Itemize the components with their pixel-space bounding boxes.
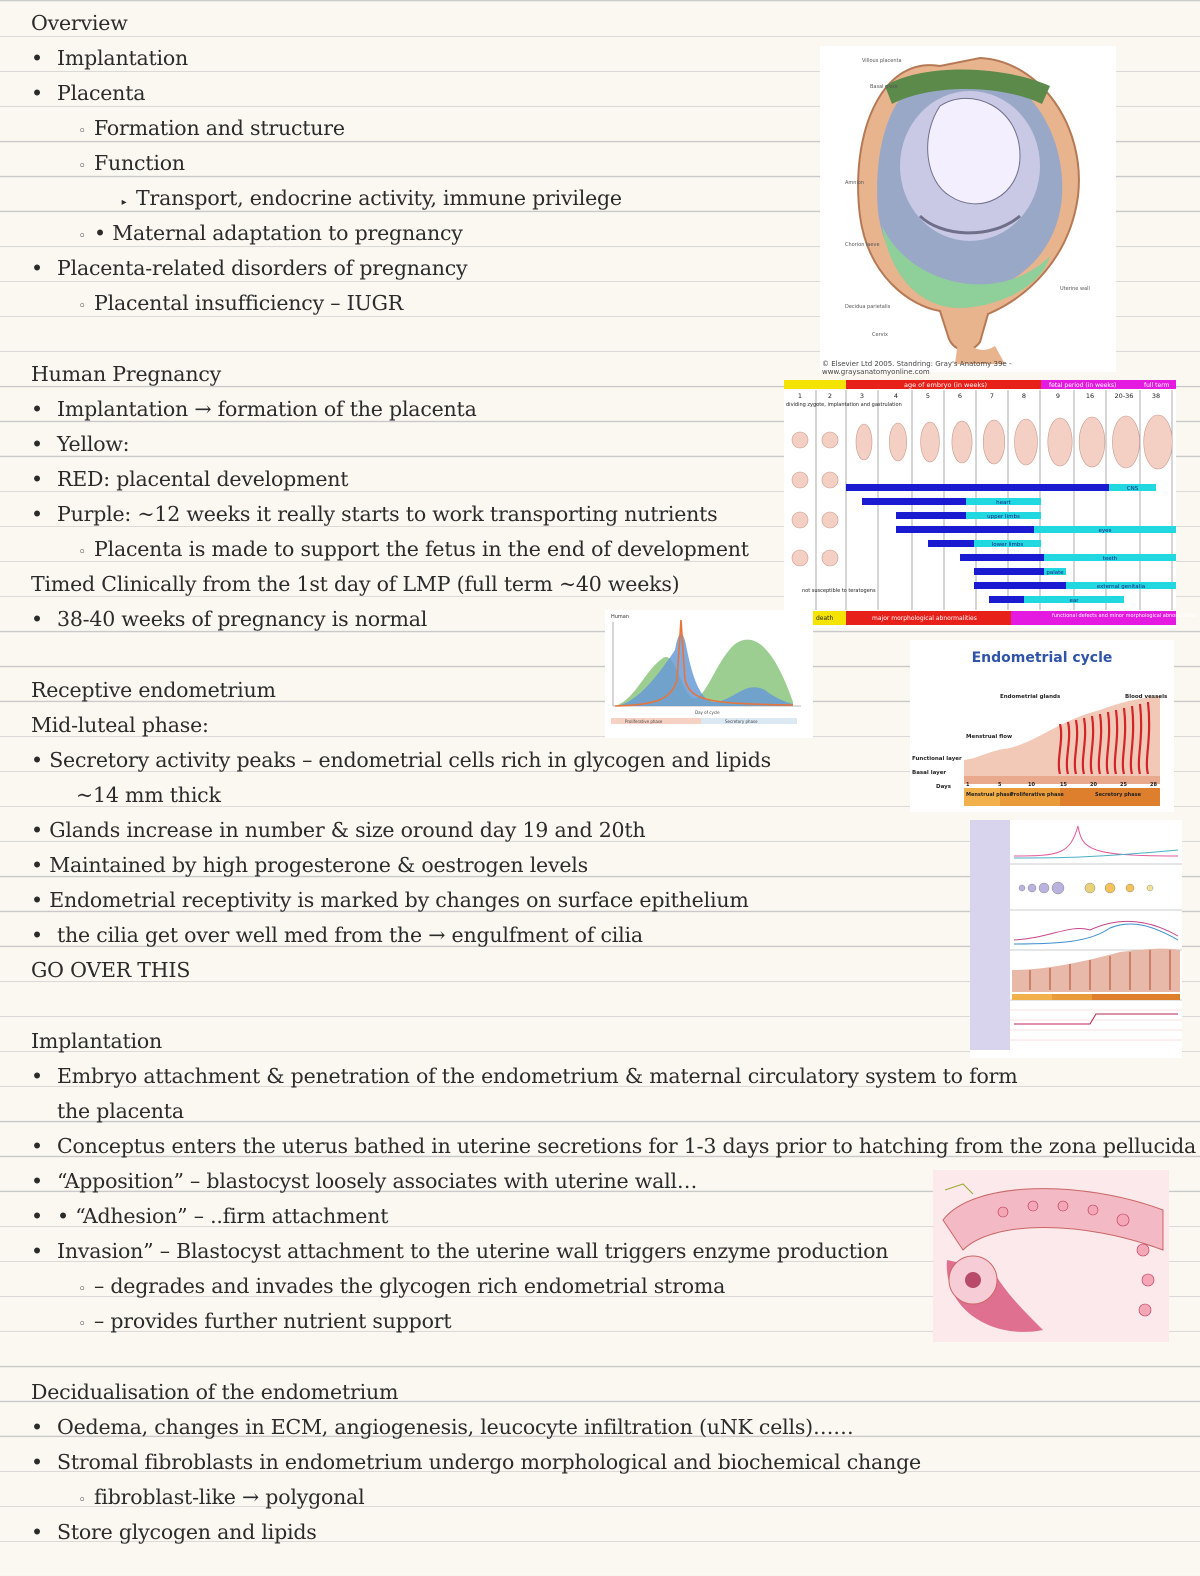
pregnant-uterus-figure: [820, 46, 1116, 376]
timed-text: Timed Clinically from the 1st day of LMP (full term ~40 weeks): [31, 572, 680, 596]
embryo-stage: [1015, 419, 1038, 465]
list-item: ◦ Placenta is made to support the fetus in the end of development: [78, 537, 749, 561]
sensitivity-bar: [846, 484, 1109, 491]
list-item: ◦ Formation and structure: [78, 116, 345, 140]
week-label: 20-36: [1114, 392, 1134, 400]
sensitivity-bar-label: eyes: [1098, 528, 1112, 534]
endometrial-label: Days: [936, 784, 951, 790]
list-item: • Implantation: [31, 46, 189, 70]
week-label: 9: [1055, 392, 1061, 400]
uterus-label: Amnion: [845, 180, 865, 186]
list-item: ◦ • Maternal adaptation to pregnancy: [78, 221, 463, 245]
list-item: • Implantation → formation of the placenta: [31, 397, 477, 421]
day-tick: 25: [1120, 782, 1127, 788]
implantation-journey-figure: [933, 1170, 1169, 1342]
teratogen-period-chart: [784, 380, 1197, 628]
hormone-label: Proliferative phase: [625, 719, 663, 724]
sensitivity-bar: [960, 554, 1044, 561]
figure-caption: © Elsevier Ltd 2005. Standring: Gray's Anatomy 39e - www.graysanatomyonline.com: [822, 360, 1012, 376]
embryo-stage: [822, 432, 838, 448]
endometrial-label: Functional layer: [912, 756, 962, 762]
list-item: • Maintained by high progesterone & oestrogen levels: [31, 853, 588, 877]
week-label: 5: [925, 392, 931, 400]
list-item: • “Apposition” – blastocyst loosely associates with uterine wall…: [31, 1169, 698, 1193]
list-item: • Invasion” – Blastocyst attachment to the uterine wall triggers enzyme production: [31, 1239, 889, 1263]
embryo-stage: [1079, 417, 1105, 467]
day-tick: 20: [1090, 782, 1097, 788]
week-label: 1: [797, 392, 803, 400]
hormone-label: Secretory phase: [725, 719, 758, 724]
list-item: ◦ Function: [78, 151, 185, 175]
list-item: • Endometrial receptivity is marked by changes on surface epithelium: [31, 888, 749, 912]
heading-implantation: Implantation: [31, 1029, 163, 1053]
sensitivity-bar: [862, 498, 966, 505]
sensitivity-bar-label: palate: [1046, 570, 1064, 576]
list-item: • RED: placental development: [31, 467, 349, 491]
hormone-label: Day of cycle: [695, 710, 720, 715]
chart-bottom-label: death: [816, 615, 834, 622]
embryo-stage: [822, 472, 838, 488]
sensitivity-bar: [974, 568, 1044, 575]
list-item: • Stromal fibroblasts in endometrium undergo morphological and biochemical change: [31, 1450, 921, 1474]
chart-top-label: age of embryo (in weeks): [904, 381, 988, 389]
embryo-stage: [1048, 418, 1072, 466]
endometrial-label: Blood vessels: [1125, 694, 1168, 700]
endometrial-cycle-figure: [910, 640, 1174, 812]
embryo-stage: [792, 550, 808, 566]
sensitivity-bar-label: ear: [1069, 598, 1079, 604]
embryo-stage: [792, 432, 808, 448]
list-item: ◦ – provides further nutrient support: [78, 1309, 452, 1333]
week-label: 3: [859, 392, 865, 400]
list-item: • 38-40 weeks of pregnancy is normal: [31, 607, 428, 631]
week-label: 7: [989, 392, 995, 400]
endometrial-label: Proliferative phase: [1010, 792, 1064, 798]
day-tick: 15: [1060, 782, 1067, 788]
heading-human-pregnancy: Human Pregnancy: [31, 362, 221, 386]
sensitivity-bar-label: heart: [996, 500, 1011, 506]
list-item: • Glands increase in number & size oround day 19 and 20th: [31, 818, 646, 842]
endometrial-label: Secretory phase: [1095, 792, 1141, 798]
sensitivity-bar: [928, 540, 974, 547]
sensitivity-bar-label: teeth: [1102, 556, 1118, 562]
day-tick: 1: [966, 782, 970, 788]
chart-top-label: full term: [1144, 382, 1170, 389]
heading-overview: Overview: [31, 11, 128, 35]
menstrual-cycle-panel: [970, 820, 1182, 1058]
day-tick: 10: [1028, 782, 1035, 788]
list-item: • • “Adhesion” – ..firm attachment: [31, 1204, 389, 1228]
embryo-stage: [822, 512, 838, 528]
week-label: 2: [827, 392, 833, 400]
list-item: • Store glycogen and lipids: [31, 1520, 317, 1544]
note-text: GO OVER THIS: [31, 958, 191, 982]
week-label: 16: [1085, 392, 1095, 400]
endometrial-label: Endometrial glands: [1000, 694, 1061, 700]
list-item: ◦ fibroblast-like → polygonal: [78, 1485, 365, 1509]
embryo-stage: [792, 512, 808, 528]
endometrial-label: Menstrual flow: [966, 734, 1013, 740]
uterus-label: Villous placenta: [862, 58, 902, 64]
embryo-stage: [792, 472, 808, 488]
uterus-label: Chorion laeve: [845, 242, 880, 248]
list-item: • Oedema, changes in ECM, angiogenesis, leucocyte infiltration (uNK cells)……: [31, 1415, 854, 1439]
uterus-label: Basal plate: [870, 84, 898, 90]
sensitivity-bar-label: upper limbs: [987, 514, 1020, 520]
embryo-stage: [889, 423, 906, 461]
chart-bottom-label: major morphological abnormalities: [872, 615, 977, 622]
list-item: • Placenta-related disorders of pregnancy: [31, 256, 468, 280]
embryo-stage: [1144, 415, 1173, 469]
sensitivity-bar: [896, 526, 1034, 533]
list-item: the placenta: [57, 1099, 184, 1123]
embryo-stage: [952, 421, 972, 463]
hormone-label: Human: [611, 614, 630, 620]
heading-decidualisation: Decidualisation of the endometrium: [31, 1380, 399, 1404]
chart-side-label: not susceptible to teratogens: [802, 588, 876, 594]
uterus-label: Uterine wall: [1060, 286, 1090, 292]
list-item: • the cilia get over well med from the → engulfment of cilia: [31, 923, 643, 947]
sensitivity-bar: [896, 512, 966, 519]
sensitivity-bar-label: CNS: [1126, 486, 1139, 492]
chart-bottom-label: functional defects and minor morphological abnormalities: [1052, 613, 1197, 619]
endometrial-label: Basal layer: [912, 770, 947, 776]
list-item: • Purple: ~12 weeks it really starts to work transporting nutrients: [31, 502, 718, 526]
week-label: 4: [893, 392, 899, 400]
endometrial-label: Menstrual phase: [966, 792, 1014, 798]
week-label: 6: [957, 392, 963, 400]
week-label: 8: [1021, 392, 1027, 400]
chart-side-label: dividing zygote, implantation and gastrulation: [786, 402, 902, 408]
list-item: • Embryo attachment & penetration of the endometrium & maternal circulatory system to form: [31, 1064, 1018, 1088]
list-item: ~14 mm thick: [76, 783, 221, 807]
embryo-stage: [921, 422, 940, 462]
sensitivity-bar: [989, 596, 1024, 603]
list-item: • Yellow:: [31, 432, 130, 456]
list-item: • Conceptus enters the uterus bathed in uterine secretions for 1-3 days prior to hatching from the zona pellucida: [31, 1134, 1197, 1158]
sensitivity-bar-label: external genitalia: [1096, 584, 1146, 590]
list-item: • Secretory activity peaks – endometrial cells rich in glycogen and lipids: [31, 748, 771, 772]
sensitivity-bar: [974, 582, 1066, 589]
day-tick: 28: [1150, 782, 1157, 788]
list-item: ▸ Transport, endocrine activity, immune privilege: [121, 186, 622, 210]
heading-receptive-endometrium: Receptive endometrium: [31, 678, 276, 702]
embryo-stage: [856, 424, 872, 460]
embryo-stage: [1112, 416, 1139, 468]
embryo-stage: [983, 420, 1005, 464]
day-tick: 5: [998, 782, 1002, 788]
embryo-stage: [822, 550, 838, 566]
hormone-curve-figure: [605, 610, 813, 738]
uterus-label: Decidua parietalis: [845, 304, 891, 310]
sensitivity-bar-label: lower limbs: [991, 542, 1024, 548]
chart-top-label: fetal period (in weeks): [1049, 382, 1117, 389]
list-item: ◦ – degrades and invades the glycogen rich endometrial stroma: [78, 1274, 726, 1298]
list-item: • Placenta: [31, 81, 146, 105]
endometrial-title: Endometrial cycle: [971, 650, 1113, 666]
week-label: 38: [1151, 392, 1161, 400]
phase-text: Mid-luteal phase:: [31, 713, 209, 737]
uterus-label: Cervix: [872, 332, 888, 338]
list-item: ◦ Placental insufficiency – IUGR: [78, 291, 404, 315]
